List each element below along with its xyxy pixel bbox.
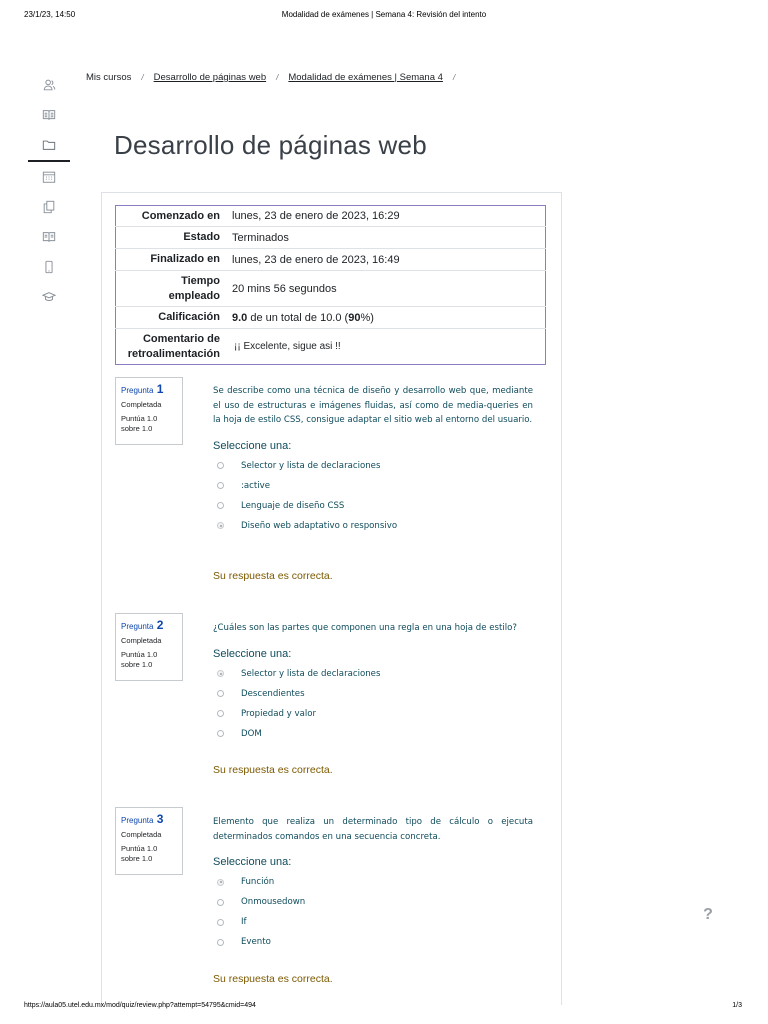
radio-button[interactable] (217, 899, 224, 906)
users-icon (42, 78, 56, 92)
question-num: 3 (156, 812, 164, 826)
question-grade (121, 844, 182, 864)
grade-score: 9.0 (232, 311, 248, 324)
answer-option[interactable] (213, 892, 533, 912)
question-info-3 (115, 807, 183, 875)
print-url: https://aula05.utel.edu.mx/mod/quiz/review.php?attempt=54795&cmid=494 (24, 1002, 256, 1009)
radio-button-selected[interactable] (217, 522, 224, 529)
book-open-icon (42, 230, 56, 244)
feedback-value: ¡¡ Excelente, sigue asi !! (228, 329, 546, 365)
answer-feedback: Su respuesta es correcta. (213, 973, 333, 985)
answer-option-label: Descendientes (241, 688, 305, 699)
question-text: Se describe como una técnica de diseño y desarrollo web que, mediante el uso de estructuras e imágenes fluidas, así como de media-queries en la hoja de estilo CSS, consigue adaptar el sitio web al entorno del usuario. (213, 386, 533, 425)
nav-calendar[interactable] (28, 162, 70, 192)
question-grade (121, 650, 182, 670)
answer-option-label: Propiedad y valor (241, 708, 317, 719)
answer-prompt: Seleccione una: (213, 647, 292, 660)
graduation-cap-icon (42, 290, 56, 304)
nav-grades[interactable] (28, 100, 70, 130)
breadcrumb-separator: / (452, 73, 456, 82)
question-content-1 (213, 384, 533, 536)
grade-end: %) (360, 311, 374, 324)
book-icon (42, 108, 56, 122)
breadcrumb-course[interactable]: Desarrollo de páginas web (153, 72, 267, 83)
answer-option[interactable] (213, 496, 533, 516)
answer-feedback: Su respuesta es correcta. (213, 764, 333, 776)
nav-library[interactable] (28, 222, 70, 252)
print-footer (0, 1002, 768, 1016)
radio-button[interactable] (217, 462, 224, 469)
state-label: Estado (116, 227, 229, 249)
answer-option-label: Selector y lista de declaraciones (241, 460, 381, 471)
answer-option-label: Onmousedown (241, 897, 306, 907)
time-label-line-2: empleado (168, 289, 220, 302)
question-text: Elemento que realiza un determinado tipo de cálculo o ejecuta determinados comandos en una secuencia concreta. (213, 817, 533, 842)
nav-content[interactable] (28, 192, 70, 222)
question-content-2 (213, 621, 533, 744)
answer-option-label: Evento (241, 937, 271, 947)
nav-rail (28, 70, 70, 312)
question-number (121, 618, 182, 632)
grade-label: Calificación (116, 307, 229, 329)
print-page-number: 1/3 (732, 1002, 742, 1009)
radio-button-selected[interactable] (217, 879, 224, 886)
print-header (0, 10, 768, 24)
started-label: Comenzado en (141, 209, 220, 222)
question-label: Pregunta (121, 622, 154, 631)
radio-button[interactable] (217, 939, 224, 946)
answer-option-label: Lenguaje de diseño CSS (241, 500, 345, 511)
breadcrumb-quiz[interactable]: Modalidad de exámenes | Semana 4 (288, 72, 443, 83)
started-value: lunes, 23 de enero de 2023, 16:29 (232, 210, 400, 222)
radio-button[interactable] (217, 710, 224, 717)
question-label: Pregunta (121, 816, 154, 825)
question-state: Completada (121, 830, 162, 839)
radio-button[interactable] (217, 730, 224, 737)
answer-feedback: Su respuesta es correcta. (213, 570, 333, 582)
breadcrumb (86, 72, 465, 83)
print-date: 23/1/23, 14:50 (24, 10, 76, 19)
finished-value: lunes, 23 de enero de 2023, 16:49 (228, 249, 546, 271)
folder-icon (42, 138, 56, 152)
page-title: Desarrollo de páginas web (114, 130, 427, 160)
answer-option-label: Diseño web adaptativo o responsivo (241, 520, 398, 531)
question-text: ¿Cuáles son las partes que componen una regla en una hoja de estilo? (213, 623, 517, 633)
time-label-line-1: Tiempo (181, 274, 220, 287)
time-label (116, 271, 229, 307)
attempt-summary-table (115, 205, 546, 365)
answer-option[interactable] (213, 932, 533, 952)
grade-line-1: Puntúa 1.0 (121, 414, 158, 423)
question-state: Completada (121, 636, 162, 645)
answer-prompt: Seleccione una: (213, 856, 292, 868)
nav-mobile[interactable] (28, 252, 70, 282)
answer-option-label: DOM (241, 728, 262, 739)
radio-button[interactable] (217, 919, 224, 926)
answer-option-label: Función (241, 877, 275, 887)
answer-prompt: Seleccione una: (213, 439, 292, 452)
mobile-icon (42, 260, 56, 274)
answer-option[interactable] (213, 516, 533, 536)
answer-option[interactable] (213, 684, 533, 704)
radio-button[interactable] (217, 502, 224, 509)
print-title: Modalidad de exámenes | Semana 4: Revisión del intento (281, 10, 487, 19)
nav-files[interactable] (28, 130, 70, 162)
breadcrumb-separator: / (141, 73, 144, 82)
finished-label: Finalizado en (116, 249, 229, 271)
breadcrumb-my-courses[interactable]: Mis cursos (86, 72, 132, 83)
nav-participants[interactable] (28, 70, 70, 100)
grade-value (228, 307, 546, 329)
answer-option[interactable] (213, 724, 533, 744)
radio-button[interactable] (217, 690, 224, 697)
feedback-label (116, 329, 229, 365)
question-label: Pregunta (121, 386, 154, 395)
answer-option[interactable] (213, 872, 533, 892)
copy-icon (42, 200, 56, 214)
answer-option[interactable] (213, 476, 533, 496)
answer-option[interactable] (213, 664, 533, 684)
grade-line-1: Puntúa 1.0 (121, 650, 158, 659)
question-state: Completada (121, 400, 162, 409)
grade-percent: 90 (348, 311, 361, 324)
question-num: 2 (156, 618, 164, 632)
time-value: 20 mins 56 segundos (228, 271, 546, 307)
question-grade (121, 414, 182, 434)
question-content-3 (213, 815, 533, 952)
answer-option[interactable] (213, 704, 533, 724)
radio-button-selected[interactable] (217, 670, 224, 677)
grade-line-2: sobre 1.0 (121, 424, 153, 433)
answer-option-label: If (241, 917, 247, 927)
question-number (121, 382, 182, 396)
feedback-label-line-2: retroalimentación (127, 347, 220, 360)
answer-option[interactable] (213, 456, 533, 476)
calendar-icon (42, 170, 56, 184)
feedback-label-line-1: Comentario de (142, 332, 220, 345)
grade-line-1: Puntúa 1.0 (121, 844, 158, 853)
radio-button[interactable] (217, 482, 224, 489)
answer-option[interactable] (213, 912, 533, 932)
grade-total: de un total de 10.0 ( (247, 311, 349, 324)
state-value: Terminados (228, 227, 546, 249)
grade-line-2: sobre 1.0 (121, 660, 153, 669)
question-info-1 (115, 377, 183, 445)
breadcrumb-separator: / (276, 73, 279, 82)
answer-option-label: Selector y lista de declaraciones (241, 668, 381, 679)
nav-courses[interactable] (28, 282, 70, 312)
help-button[interactable]: ? (703, 906, 713, 923)
question-num: 1 (156, 382, 164, 396)
answer-option-label: :active (241, 480, 271, 491)
question-info-2 (115, 613, 183, 681)
question-number (121, 812, 182, 826)
grade-line-2: sobre 1.0 (121, 854, 153, 863)
